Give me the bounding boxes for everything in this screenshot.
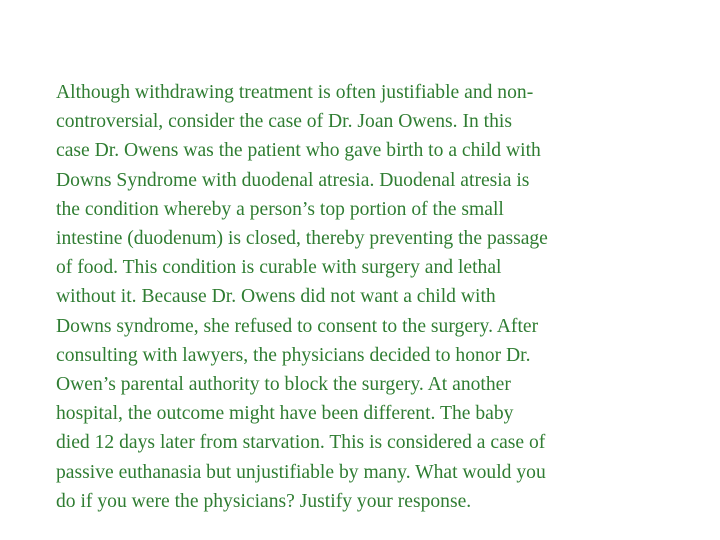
paragraph-line: Downs syndrome, she refused to consent to the surgery. After <box>56 315 539 337</box>
paragraph-line: intestine (duodenum) is closed, thereby preventing the passage <box>56 228 548 250</box>
paragraph-line: Downs Syndrome with duodenal atresia. Duodenal atresia is <box>56 169 530 191</box>
paragraph-line: the condition whereby a person’s top portion of the small <box>56 198 504 220</box>
paragraph-line: case Dr. Owens was the patient who gave birth to a child with <box>56 140 541 162</box>
paragraph-line: consulting with lawyers, the physicians decided to honor Dr. <box>56 344 531 366</box>
paragraph-line: hospital, the outcome might have been different. The baby <box>56 403 514 425</box>
paragraph-line: Owen’s parental authority to block the surgery. At another <box>56 374 511 396</box>
paragraph-line: controversial, consider the case of Dr. Joan Owens. In this <box>56 111 512 133</box>
paragraph-line: do if you were the physicians? Justify your response. <box>56 490 472 512</box>
paragraph-line: of food. This condition is curable with surgery and lethal <box>56 257 502 279</box>
text-block <box>56 78 666 518</box>
case-paragraph <box>56 78 666 516</box>
paragraph-line: Although withdrawing treatment is often justifiable and non- <box>56 82 534 103</box>
paragraph-line: passive euthanasia but unjustifiable by many. What would you <box>56 461 546 483</box>
paragraph-line: without it. Because Dr. Owens did not want a child with <box>56 286 496 308</box>
paragraph-line: died 12 days later from starvation. This is considered a case of <box>56 432 546 454</box>
